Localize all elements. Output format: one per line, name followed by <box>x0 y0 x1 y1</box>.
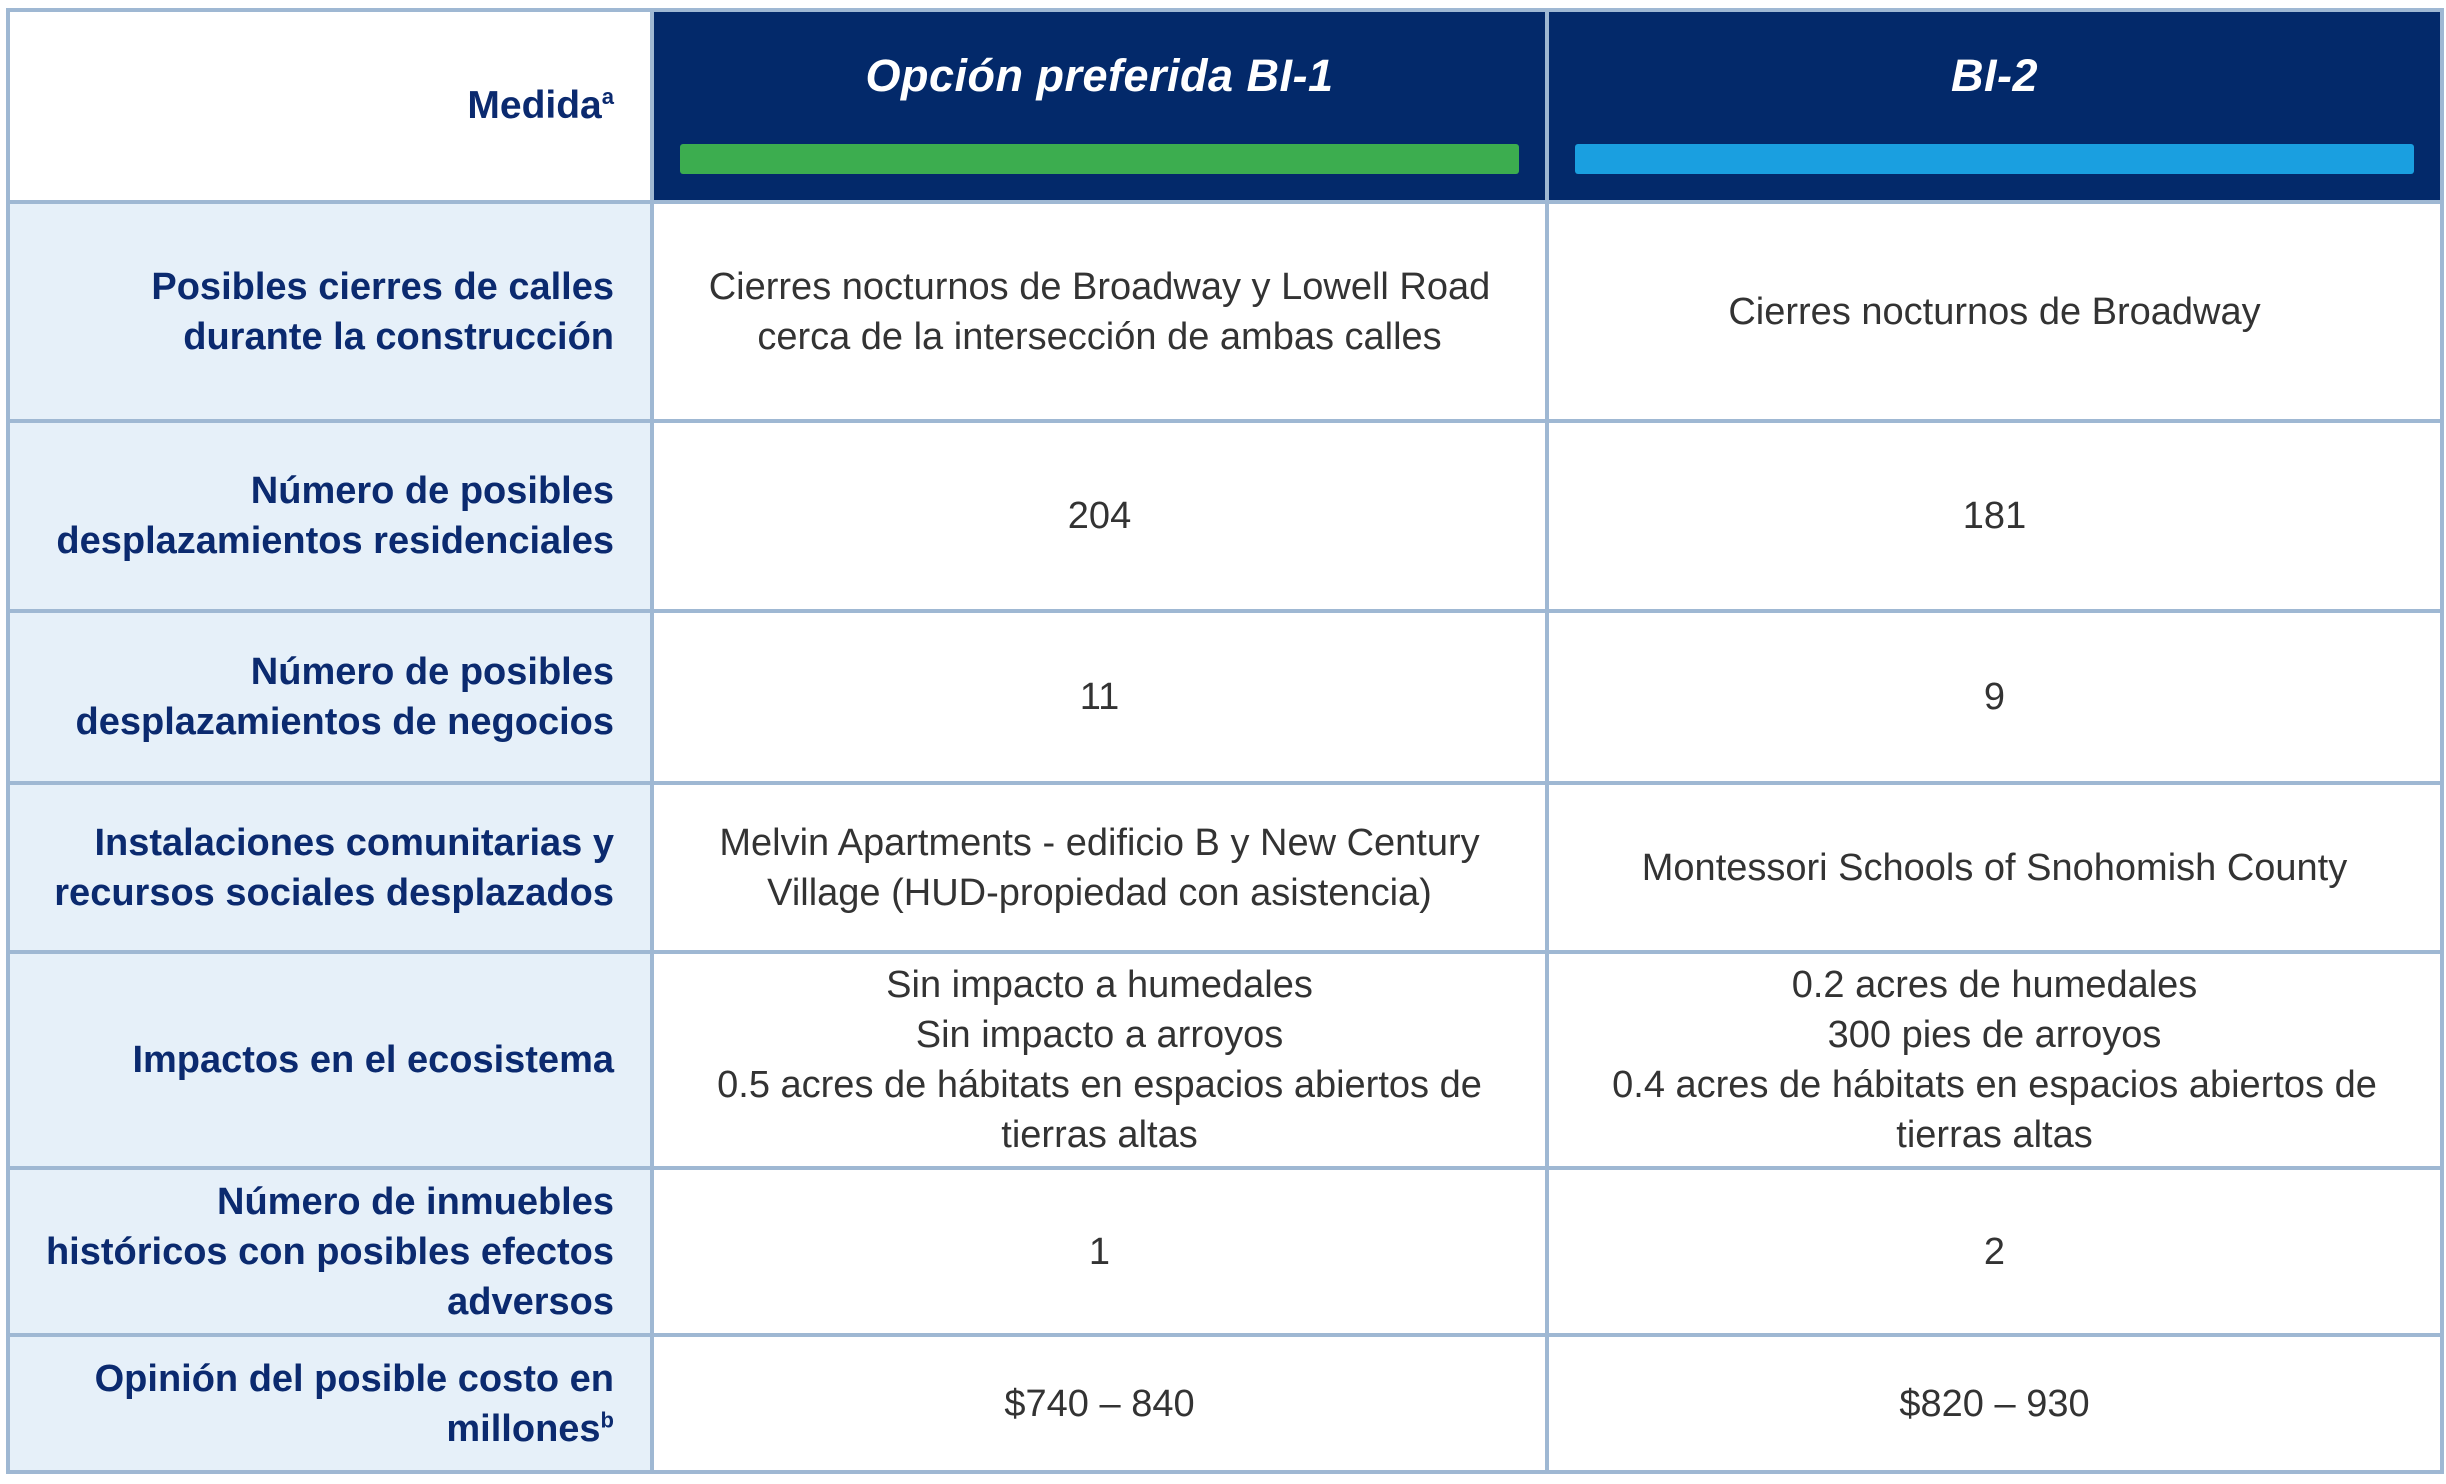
cell-line: Sin impacto a humedales <box>886 964 1313 1006</box>
option-bi1-color-bar <box>680 144 1519 174</box>
row-label-street-closures: Posibles cierres de calles durante la construcción <box>8 202 652 421</box>
row-label-ecosystem-impacts: Impactos en el ecosistema <box>8 952 652 1168</box>
cost-footnote-mark: b <box>600 1406 614 1432</box>
table-row <box>8 1168 2442 1335</box>
cell-bi1-ecosystem-impacts <box>652 952 1547 1168</box>
row-label-business-displacements: Número de posibles desplazamientos de negocios <box>8 611 652 783</box>
option-bi2-title: BI-2 <box>1950 50 2038 101</box>
cell-bi1-historic-properties <box>652 1168 1547 1335</box>
cell-line: 1 <box>1088 1230 1111 1273</box>
cell-bi2-business-displacements <box>1547 611 2442 783</box>
table-row <box>8 421 2442 611</box>
table-row <box>8 611 2442 783</box>
cell-line: 0.5 acres de hábitats en espacios abiertos de tierras altas <box>717 1064 1482 1156</box>
cell-line: 9 <box>1983 676 2006 718</box>
cell-bi2-street-closures <box>1547 202 2442 421</box>
cell-bi2-residential-displacements <box>1547 421 2442 611</box>
table-row <box>8 1335 2442 1472</box>
cell-line: 300 pies de arroyos <box>1827 1014 2162 1056</box>
cell-bi1-residential-displacements <box>652 421 1547 611</box>
cell-line: 11 <box>1079 676 1120 718</box>
cell-bi1-business-displacements <box>652 611 1547 783</box>
cell-line: Melvin Apartments - edificio B y New Century Village (HUD-propiedad con asistencia) <box>719 821 1480 914</box>
cell-bi2-ecosystem-impacts <box>1547 952 2442 1168</box>
measure-footnote-mark: a <box>601 84 614 109</box>
cell-line: $740 – 840 <box>1004 1382 1195 1425</box>
cell-line: 204 <box>1067 495 1132 537</box>
measure-label: Medida <box>467 84 602 127</box>
cell-bi2-community-facilities <box>1547 783 2442 952</box>
header-row <box>8 10 2442 202</box>
row-label-cost-estimate <box>8 1335 652 1472</box>
option-bi2-header <box>1547 10 2442 202</box>
cell-bi1-cost-estimate <box>652 1335 1547 1472</box>
cell-line: Cierres nocturnos de Broadway y Lowell Road cerca de la intersección de ambas calles <box>708 265 1491 358</box>
cell-line: Cierres nocturnos de Broadway <box>1728 290 2261 333</box>
row-label-residential-displacements: Número de posibles desplazamientos residenciales <box>8 421 652 611</box>
cell-line: Montessori Schools of Snohomish County <box>1641 846 2348 889</box>
cell-bi1-street-closures <box>652 202 1547 421</box>
comparison-table <box>6 8 2444 1474</box>
cell-line: 2 <box>1983 1230 2006 1273</box>
cell-line: 0.2 acres de humedales <box>1791 964 2198 1006</box>
cell-bi2-cost-estimate <box>1547 1335 2442 1472</box>
row-label-community-facilities: Instalaciones comunitarias y recursos sociales desplazados <box>8 783 652 952</box>
option-bi1-title: Opción preferida BI-1 <box>865 50 1334 101</box>
cost-label-text: Opinión del posible costo en millones <box>94 1357 614 1450</box>
cell-line: 0.4 acres de hábitats en espacios abiertos de tierras altas <box>1612 1064 2377 1156</box>
cell-bi1-community-facilities <box>652 783 1547 952</box>
row-label-historic-properties: Número de inmuebles históricos con posibles efectos adversos <box>8 1168 652 1335</box>
cell-bi2-historic-properties <box>1547 1168 2442 1335</box>
cell-line: $820 – 930 <box>1899 1382 2090 1425</box>
option-bi1-header <box>652 10 1547 202</box>
table-row <box>8 202 2442 421</box>
cell-line: Sin impacto a arroyos <box>915 1014 1284 1056</box>
cell-line: 181 <box>1962 495 2027 537</box>
measure-header <box>8 10 652 202</box>
option-bi2-color-bar <box>1575 144 2414 174</box>
table-row <box>8 952 2442 1168</box>
table-row <box>8 783 2442 952</box>
